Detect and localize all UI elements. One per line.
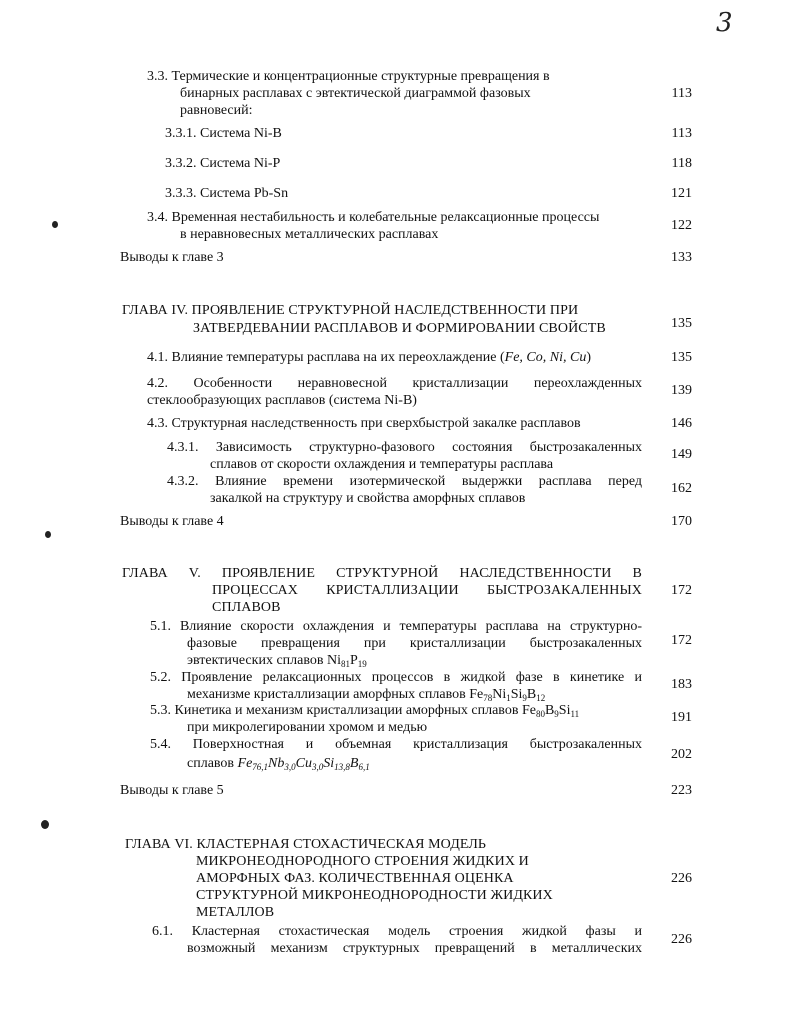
page-ref: 146 bbox=[671, 416, 692, 431]
page-ref: 191 bbox=[671, 710, 692, 725]
margin-speck bbox=[41, 820, 49, 829]
toc-text: сплавов от скорости охлаждения и температуры расплава bbox=[210, 457, 554, 472]
margin-speck bbox=[52, 221, 58, 228]
page-ref: 133 bbox=[671, 250, 692, 265]
toc-text: 4.3. Структурная наследственность при сверхбыстрой закалке расплавов bbox=[147, 416, 581, 431]
toc-text: 4.3.1. Зависимость структурно-фазового состояния быстрозакаленных bbox=[167, 440, 642, 455]
page-ref: 135 bbox=[671, 350, 692, 365]
margin-speck bbox=[45, 531, 51, 538]
toc-text: Выводы к главе 3 bbox=[120, 250, 224, 265]
toc-text: 3.3.2. Система Ni-P bbox=[165, 156, 281, 171]
toc-text: 6.1. Кластерная стохастическая модель строения жидкой фазы и bbox=[152, 924, 642, 939]
page-ref: 122 bbox=[671, 218, 692, 233]
toc-text: 5.4. Поверхностная и объемная кристаллизация быстрозакаленных bbox=[150, 737, 642, 752]
toc-text: 3.3.3. Система Pb-Sn bbox=[165, 186, 289, 201]
toc-text: фазовые превращения при кристаллизации быстрозакаленных bbox=[187, 636, 642, 651]
page-ref: 226 bbox=[671, 871, 692, 886]
chapter-title: ЗАТВЕРДЕВАНИИ РАСПЛАВОВ И ФОРМИРОВАНИИ СВОЙСТВ bbox=[193, 321, 606, 336]
chapter-title: МИКРОНЕОДНОРОДНОГО СТРОЕНИЯ ЖИДКИХ И bbox=[196, 854, 529, 869]
page-ref: 223 bbox=[671, 783, 692, 798]
page-ref: 162 bbox=[671, 481, 692, 496]
toc-text: бинарных расплавах с эвтектической диаграммой фазовых bbox=[180, 86, 531, 101]
toc-text: возможный механизм структурных превращений в металлических bbox=[187, 941, 642, 956]
page-ref: 113 bbox=[671, 126, 692, 141]
toc-text: механизме кристаллизации аморфных сплавов $Fe_{78}Ni_1Si_9B_{12}$ bbox=[187, 687, 546, 703]
chapter-title: ГЛАВА IV. ПРОЯВЛЕНИЕ СТРУКТУРНОЙ НАСЛЕДСТВЕННОСТИ ПРИ bbox=[122, 303, 579, 318]
toc-text: 4.2. Особенности неравновесной кристаллизации переохлажденных bbox=[147, 376, 642, 391]
page-ref: 183 bbox=[671, 677, 692, 692]
page-ref: 118 bbox=[671, 156, 692, 171]
toc-text: эвтектических сплавов $Ni_{81}P_{19}$ bbox=[187, 653, 367, 669]
page-ref: 170 bbox=[671, 514, 692, 529]
page-ref: 139 bbox=[671, 383, 692, 398]
toc-text: 3.3. Термические и концентрационные структурные превращения в bbox=[147, 69, 550, 84]
toc-text: 5.2. Проявление релаксационных процессов в жидкой фазе в кинетике и bbox=[150, 670, 642, 685]
toc-text: в неравновесных металлических расплавах bbox=[180, 227, 439, 242]
toc-text: 3.4. Временная нестабильность и колебательные релаксационные процессы bbox=[147, 210, 600, 225]
toc-text: Выводы к главе 5 bbox=[120, 783, 224, 798]
chapter-title: ГЛАВА V. ПРОЯВЛЕНИЕ СТРУКТУРНОЙ НАСЛЕДСТВЕННОСТИ В bbox=[122, 566, 642, 581]
page-ref: 135 bbox=[671, 316, 692, 331]
toc-text: 5.1. Влияние скорости охлаждения и температуры расплава на структурно- bbox=[150, 619, 642, 634]
toc-text: 4.3.2. Влияние времени изотермической выдержки расплава перед bbox=[167, 474, 642, 489]
page-ref: 113 bbox=[671, 86, 692, 101]
chapter-title: СТРУКТУРНОЙ МИКРОНЕОДНОРОДНОСТИ ЖИДКИХ bbox=[196, 888, 553, 903]
element-list: Fe, Co, Ni, Cu bbox=[504, 350, 587, 365]
page-ref: 172 bbox=[671, 583, 692, 598]
chapter-title: СПЛАВОВ bbox=[212, 600, 281, 615]
page-ref: 172 bbox=[671, 633, 692, 648]
toc-text: стеклообразующих расплавов (система Ni-B) bbox=[147, 393, 417, 408]
page-ref: 149 bbox=[671, 447, 692, 462]
toc-text: равновесий: bbox=[180, 103, 253, 118]
toc-text: 4.1. Влияние температуры расплава на их переохлаждение (Fe, Co, Ni, Cu) bbox=[147, 350, 591, 365]
toc-text: закалкой на структуру и свойства аморфных сплавов bbox=[210, 491, 526, 506]
page-ref: 121 bbox=[671, 186, 692, 201]
chapter-title: ГЛАВА VI. КЛАСТЕРНАЯ СТОХАСТИЧЕСКАЯ МОДЕЛЬ bbox=[125, 837, 487, 852]
chapter-title: ПРОЦЕССАХ КРИСТАЛЛИЗАЦИИ БЫСТРОЗАКАЛЕННЫХ bbox=[212, 583, 642, 598]
page-ref: 202 bbox=[671, 747, 692, 762]
toc-text: при микролегировании хромом и медью bbox=[187, 720, 428, 735]
chapter-title: МЕТАЛЛОВ bbox=[196, 905, 275, 920]
toc-text: 5.3. Кинетика и механизм кристаллизации аморфных сплавов $Fe_{80}B_9Si_{11}$ bbox=[150, 703, 580, 719]
toc-text: Выводы к главе 4 bbox=[120, 514, 224, 529]
page-number: 3 bbox=[716, 8, 733, 38]
toc-text: сплавов $Fe_{76,1}Nb_{3,0}Cu_{3,0}Si_{13,8}B_{6,1}$ bbox=[187, 756, 370, 772]
toc-text: 3.3.1. Система Ni-B bbox=[165, 126, 282, 141]
chapter-title: АМОРФНЫХ ФАЗ. КОЛИЧЕСТВЕННАЯ ОЦЕНКА bbox=[196, 871, 514, 886]
page-ref: 226 bbox=[671, 932, 692, 947]
